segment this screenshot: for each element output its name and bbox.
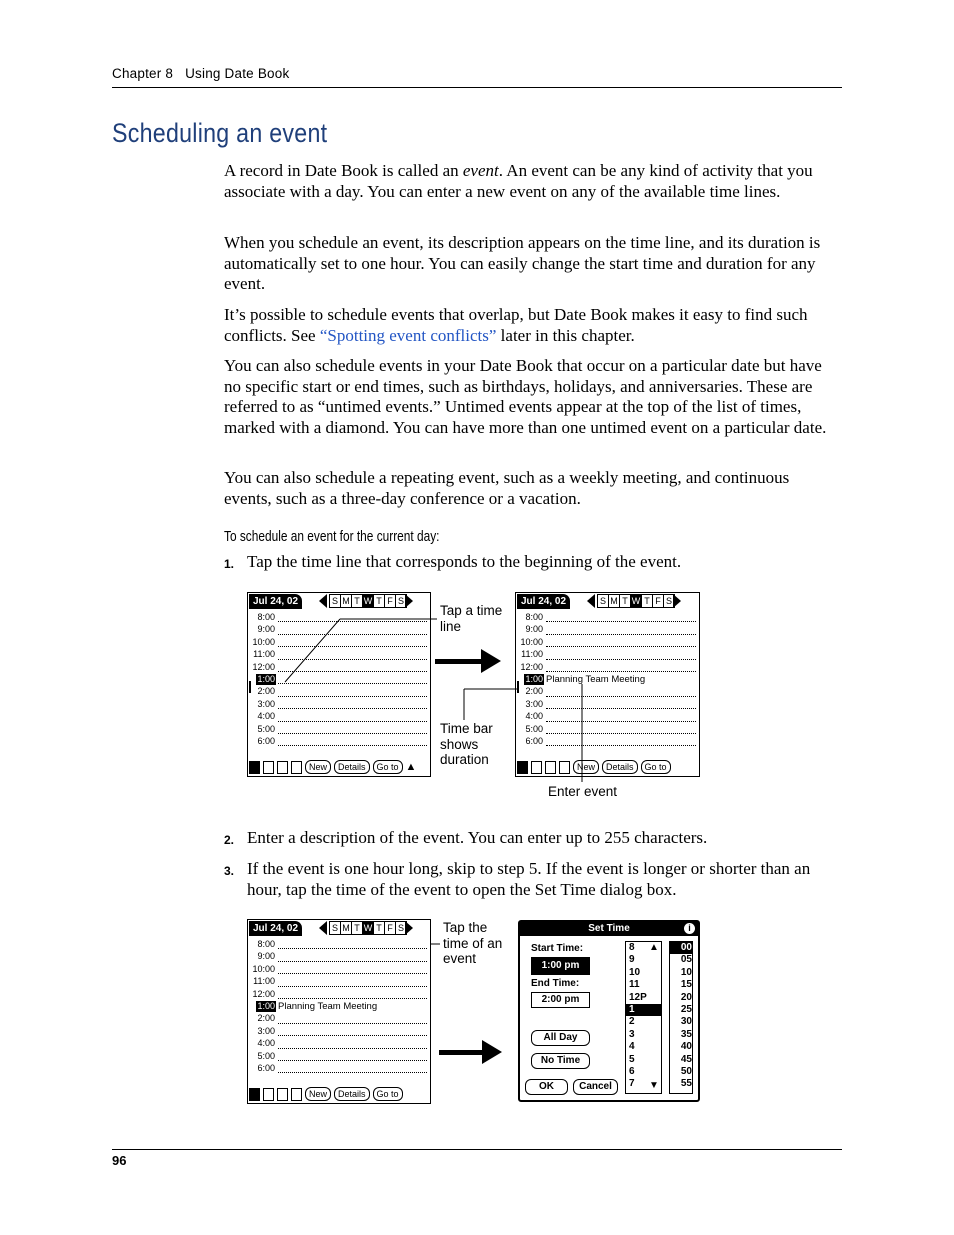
callout-tap-time-line: Tap a time line — [440, 603, 503, 634]
time-line[interactable]: 6:00 — [248, 1063, 430, 1075]
time-line[interactable]: 4:00 — [248, 1038, 430, 1050]
hour-item[interactable]: 7 — [629, 1078, 635, 1090]
time-line[interactable]: 5:00 — [248, 1051, 430, 1063]
minute-item[interactable]: 30 — [680, 1016, 692, 1028]
hour-item[interactable]: 8 — [629, 942, 635, 953]
day-sat[interactable]: S — [663, 594, 675, 608]
hour-item-selected[interactable]: 1 — [626, 1004, 661, 1016]
set-time-dialog — [518, 920, 700, 1102]
no-time-button[interactable]: No Time — [531, 1053, 590, 1069]
time-line[interactable]: 9:00 — [516, 624, 699, 636]
day-thu[interactable]: T — [373, 594, 385, 608]
details-button[interactable]: Details — [602, 760, 638, 774]
hour-item[interactable]: 5 — [629, 1053, 635, 1065]
start-time-label: Start Time: — [531, 943, 584, 954]
goto-button[interactable]: Go to — [373, 760, 403, 774]
details-button[interactable]: Details — [334, 760, 370, 774]
time-line[interactable]: 12:00 — [248, 989, 430, 1001]
day-tue[interactable]: T — [351, 921, 363, 935]
minute-item[interactable]: 15 — [680, 979, 692, 991]
step-3-text: If the event is one hour long, skip to step 5. If the event is longer or shorter than an hour, tap the time of the event to open the Set Time dialog box. — [247, 859, 811, 899]
day-sat[interactable]: S — [395, 594, 407, 608]
day-fri[interactable]: F — [652, 594, 664, 608]
hour-item[interactable]: 10 — [629, 966, 641, 978]
hour-column[interactable] — [625, 941, 662, 1094]
time-line[interactable]: 12:00 — [248, 662, 430, 674]
new-button[interactable]: New — [305, 760, 331, 774]
time-line[interactable]: 2:00 — [248, 686, 430, 698]
callout-time-bar: Time bar shows duration — [440, 721, 493, 767]
day-tue[interactable]: T — [619, 594, 631, 608]
day-sun[interactable]: S — [329, 921, 341, 935]
datebook-screen-with-event — [247, 919, 431, 1104]
day-wed[interactable]: W — [631, 596, 641, 606]
hour-item[interactable]: 6 — [629, 1065, 635, 1077]
scroll-up-icon[interactable]: ▲ — [405, 761, 417, 773]
hour-scroll-up-icon[interactable]: ▲ — [649, 942, 659, 953]
footer-rule — [112, 1149, 842, 1150]
minute-item[interactable]: 35 — [680, 1028, 692, 1040]
procedure-heading: To schedule an event for the current day: — [224, 529, 440, 545]
arrow-icon — [439, 1050, 482, 1055]
day-fri[interactable]: F — [384, 594, 396, 608]
step-2-number: 2. — [224, 833, 235, 847]
arrowhead-icon — [482, 1040, 502, 1064]
hour-item[interactable]: 11 — [629, 979, 640, 991]
step-1-text: Tap the time line that corresponds to the beginning of the event. — [247, 552, 682, 571]
step-2-text: Enter a description of the event. You can enter up to 255 characters. — [247, 828, 708, 847]
time-line[interactable]: 2:00 — [516, 686, 699, 698]
time-line[interactable]: 5:00 — [516, 724, 699, 736]
p1-text-b: . An event can be any kind of activity that you associate with a day. You can enter a new event on any of the available time lines. — [224, 161, 813, 201]
time-line[interactable]: 11:00 — [248, 976, 430, 988]
day-mon[interactable]: M — [340, 921, 352, 935]
time-line[interactable]: 11:00 — [516, 649, 699, 661]
time-line[interactable]: 8:00 — [248, 612, 430, 624]
start-time-field[interactable]: 1:00 pm — [531, 957, 590, 975]
p3-text-a: It’s possible to schedule events that overlap, but Date Book makes it easy to find such conflicts. See — [224, 305, 808, 345]
time-line[interactable]: 8:00 — [516, 612, 699, 624]
minute-item[interactable]: 05 — [680, 954, 692, 966]
hour-item[interactable]: 12P — [629, 991, 647, 1003]
day-mon[interactable]: M — [340, 594, 352, 608]
minute-item[interactable]: 50 — [680, 1065, 692, 1077]
time-line[interactable]: 6:00 — [248, 736, 430, 748]
step-3-number: 3. — [224, 864, 235, 878]
day-tue[interactable]: T — [351, 594, 363, 608]
page-number: 96 — [112, 1153, 127, 1168]
time-line[interactable]: 10:00 — [516, 637, 699, 649]
goto-button[interactable]: Go to — [641, 760, 671, 774]
time-line-selected[interactable]: 1:00 Planning Team Meeting — [525, 673, 646, 685]
time-line[interactable]: 10:00 — [248, 637, 430, 649]
section-label: Using Date Book — [185, 66, 290, 81]
event-text[interactable]: Planning Team Meeting — [546, 673, 646, 685]
time-line[interactable]: 10:00 — [248, 964, 430, 976]
bottom-toolbar — [249, 1087, 403, 1101]
time-line[interactable]: 3:00 — [248, 699, 430, 711]
day-sun[interactable]: S — [329, 594, 341, 608]
agenda-view-icon[interactable] — [291, 1088, 302, 1101]
page-title: Scheduling an event — [112, 118, 328, 148]
time-line[interactable]: 3:00 — [516, 699, 699, 711]
time-line[interactable]: 11:00 — [248, 649, 430, 661]
chapter-label: Chapter 8 — [112, 66, 174, 81]
minute-item[interactable]: 55 — [680, 1078, 692, 1090]
hour-item[interactable]: 4 — [629, 1041, 635, 1053]
p1-emphasis: event — [462, 161, 499, 180]
day-sun[interactable]: S — [597, 594, 609, 608]
week-days — [330, 921, 407, 935]
end-time-label: End Time: — [531, 978, 580, 989]
spotting-conflicts-link[interactable]: “Spotting event conflicts” — [319, 325, 497, 345]
ok-button[interactable]: OK — [525, 1079, 568, 1095]
date-title[interactable]: Jul 24, 02 — [249, 921, 302, 936]
hour-scroll-down-icon[interactable]: ▼ — [649, 1080, 659, 1091]
time-line[interactable]: 9:00 — [248, 951, 430, 963]
day-thu[interactable]: T — [641, 594, 653, 608]
hour-item[interactable]: 2 — [629, 1016, 635, 1028]
p1-text-a: A record in Date Book is called an — [224, 161, 463, 180]
time-line[interactable]: 4:00 — [516, 711, 699, 723]
day-thu[interactable]: T — [373, 921, 385, 935]
time-line[interactable]: 4:00 — [248, 711, 430, 723]
cancel-button[interactable]: Cancel — [573, 1079, 618, 1095]
time-line-selected[interactable]: 1:00 Planning Team Meeting — [257, 1000, 378, 1012]
time-line[interactable]: 6:00 — [516, 736, 699, 748]
day-wed[interactable]: W — [363, 923, 373, 933]
new-button[interactable]: New — [305, 1087, 331, 1101]
date-title[interactable]: Jul 24, 02 — [517, 594, 570, 609]
end-time-field[interactable]: 2:00 pm — [531, 992, 590, 1008]
day-sat[interactable]: S — [395, 921, 407, 935]
day-wed[interactable]: W — [363, 596, 373, 606]
info-icon[interactable]: i — [684, 923, 695, 934]
step-1-number: 1. — [224, 557, 235, 571]
time-line[interactable]: 3:00 — [248, 1026, 430, 1038]
minute-item[interactable]: 45 — [680, 1053, 692, 1065]
all-day-button[interactable]: All Day — [531, 1030, 590, 1046]
time-line[interactable]: 9:00 — [248, 624, 430, 636]
details-button[interactable]: Details — [334, 1087, 370, 1101]
p3-text-b: later in this chapter. — [496, 325, 635, 345]
paragraph-5: You can also schedule a repeating event, such as a weekly meeting, and continuous events, such as a three-day conference or a vacation. — [224, 468, 790, 508]
callout-tap-time: Tap the time of an event — [443, 920, 503, 966]
minute-item[interactable]: 10 — [680, 966, 692, 978]
month-view-icon[interactable] — [277, 1088, 288, 1101]
time-line-selected[interactable]: 1:00 — [248, 674, 430, 686]
minute-item[interactable]: 40 — [680, 1041, 692, 1053]
date-title[interactable]: Jul 24, 02 — [249, 594, 302, 609]
minute-column[interactable] — [669, 941, 693, 1094]
next-week-icon[interactable] — [405, 921, 413, 935]
new-button[interactable]: New — [573, 760, 599, 774]
paragraph-4: You can also schedule events in your Date Book that occur on a particular date but have no specific start or end times, such as birthdays, holidays, and anniversaries. These are referred to as “untimed events.” Untimed events appear at the top of the list of times, marked with a diamond. You can have more than one untimed event on a particular date. — [224, 356, 827, 437]
time-lines — [248, 939, 430, 1075]
hour-item[interactable]: 9 — [629, 954, 635, 966]
time-line[interactable]: 2:00 — [248, 1013, 430, 1025]
day-view-icon[interactable] — [249, 1088, 260, 1101]
day-mon[interactable]: M — [608, 594, 620, 608]
paragraph-2: When you schedule an event, its description appears on the time line, and its duration is automatically set to one hour. You can easily change the start time and duration for any event. — [224, 233, 821, 293]
prev-week-icon[interactable] — [319, 921, 327, 935]
minute-item[interactable]: 20 — [680, 991, 692, 1003]
week-view-icon[interactable] — [263, 1088, 274, 1101]
time-line[interactable]: 12:00 — [516, 662, 699, 674]
goto-button[interactable]: Go to — [373, 1087, 403, 1101]
callout-enter-event: Enter event — [548, 784, 618, 799]
time-line[interactable]: 5:00 — [248, 724, 430, 736]
day-fri[interactable]: F — [384, 921, 396, 935]
dialog-title: Set Time — [520, 922, 698, 936]
minute-item[interactable]: 25 — [680, 1003, 692, 1015]
time-line[interactable]: 8:00 — [248, 939, 430, 951]
minute-item-selected[interactable]: 00 — [670, 942, 692, 954]
hour-item[interactable]: 3 — [629, 1028, 635, 1040]
event-text[interactable]: Planning Team Meeting — [278, 1000, 378, 1012]
